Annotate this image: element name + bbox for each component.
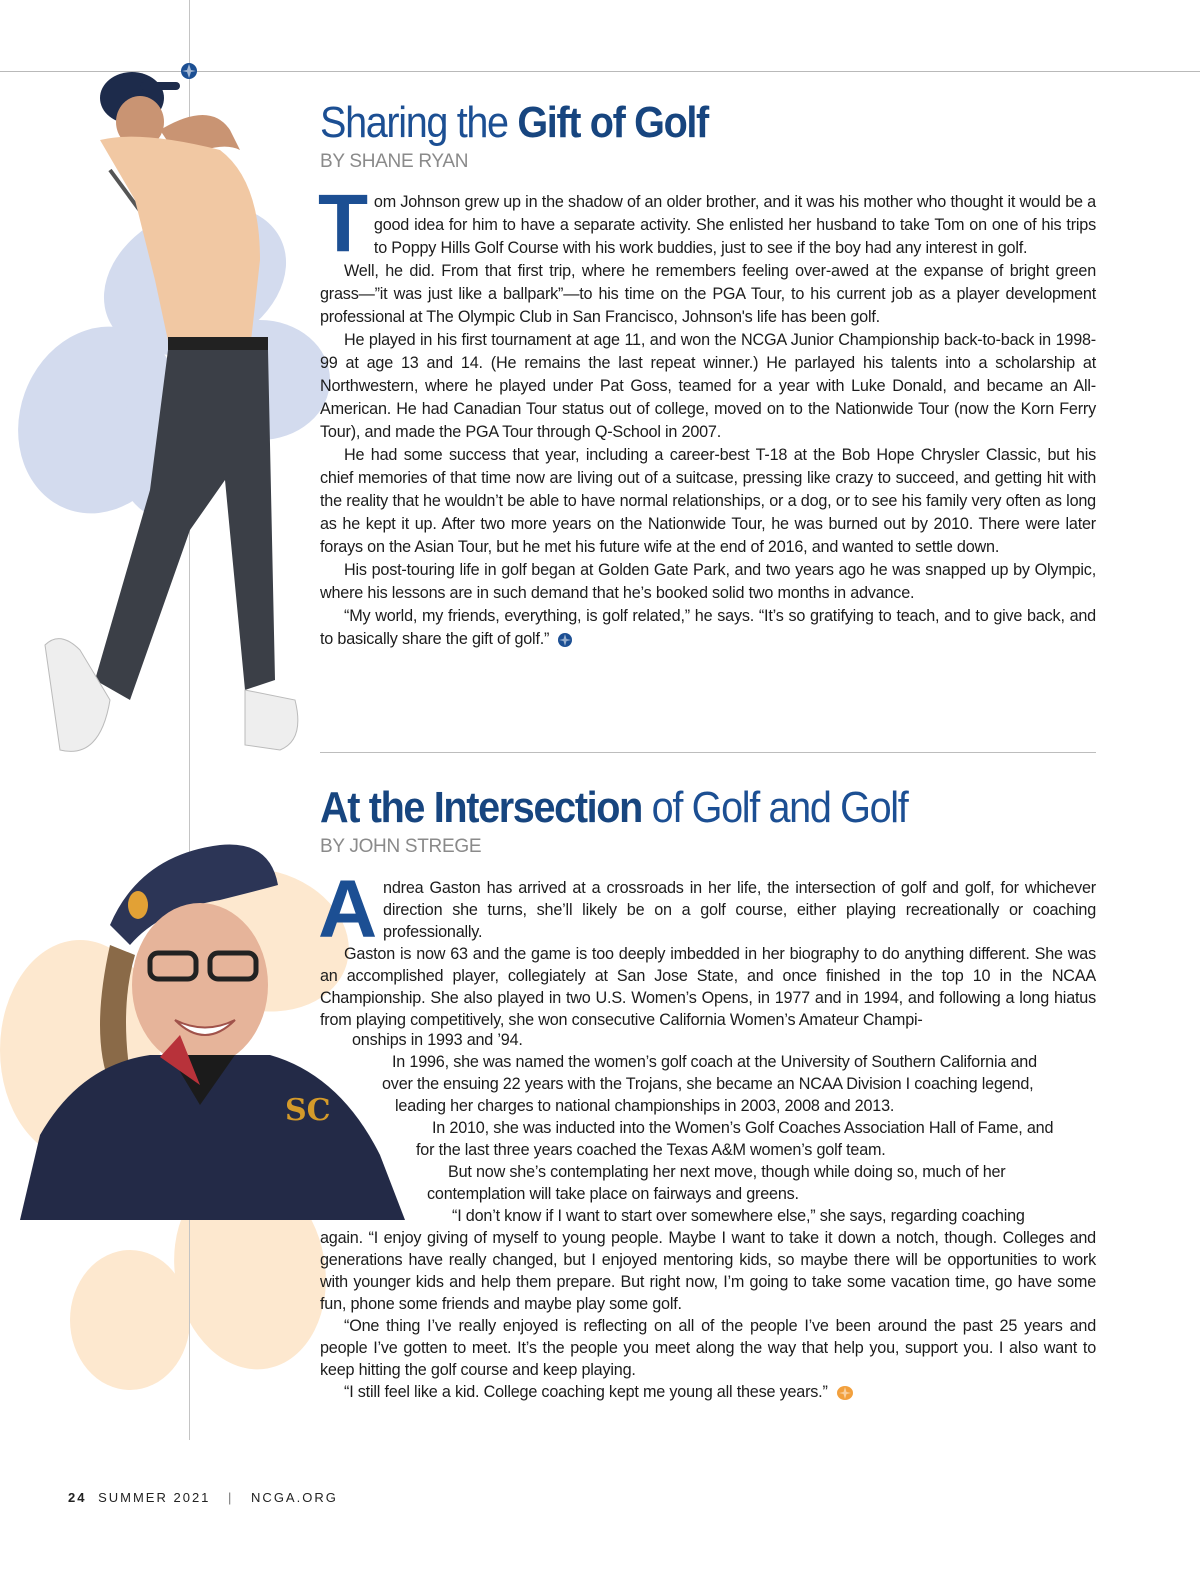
- issue-label: SUMMER 2021: [98, 1490, 211, 1505]
- article2-paragraph: “One thing I’ve really enjoyed is reflecting on all of the people I’ve been around the past 25 years and people I’ve gotten to meet. It’s the people you meet along the way that help you, support you. I also want to keep hitting the golf course and keep playing.: [320, 1317, 1096, 1379]
- article1-title: [320, 98, 708, 148]
- article1-paragraph: He had some success that year, including a career-best T-18 at the Bob Hope Chrysler Classic, but his chief memories of that time now are living out of a suitcase, pressing like crazy to succeed, and getting hit with the reality that he wouldn’t be able to have normal relationships, or a dog, or to see his family very often as long as he kept it up. After two more years on the Nationwide Tour, he was burned out by 2010. There were later forays on the Asian Tour, but he met his future wife at the end of 2016, and wanted to settle down.: [320, 446, 1096, 556]
- article2-line: onships in 1993 and ’94.: [352, 1031, 523, 1049]
- article1-first-paragraph: [318, 178, 1096, 269]
- article2-first-text: ndrea Gaston has arrived at a crossroads in her life, the intersection of golf and golf, for whichever direction she turns, she’ll likely be on a golf course, either playing recreationally or coaching professionally.: [383, 879, 1096, 941]
- article2-line: contemplation will take place on fairways and greens.: [427, 1185, 799, 1203]
- article2-line: But now she’s contemplating her next move, though while doing so, much of her: [448, 1163, 1006, 1181]
- footer-separator: |: [228, 1490, 234, 1505]
- article2-title-light: of Golf and Golf: [642, 783, 908, 832]
- article1-byline: BY SHANE RYAN: [320, 151, 469, 172]
- article1-paragraph: His post-touring life in golf began at Golden Gate Park, and two years ago he was snapped up by Olympic, where his lessons are in such demand that he’s booked solid two months in advance.: [320, 561, 1096, 602]
- article1-body: [318, 178, 1096, 651]
- article1-paragraph: Well, he did. From that first trip, where he remembers feeling over-awed at the expanse of bright green grass—”it was just like a ballpark”—to his time on the PGA Tour, to his current job as a player development professional at The Olympic Club in San Francisco, Johnson's life has been golf.: [320, 262, 1096, 326]
- article2-last-paragraph: [320, 1381, 1096, 1403]
- poppy-blue-icon: [557, 632, 573, 648]
- svg-text:SC: SC: [285, 1093, 331, 1128]
- golfer-swing-photo: [40, 60, 310, 760]
- article2-line: In 1996, she was named the women’s golf coach at the University of Southern California and: [392, 1053, 1037, 1071]
- article2-body-top: [318, 864, 1096, 1031]
- article1-first-text: om Johnson grew up in the shadow of an older brother, and it was his mother who thought it would be a good idea for him to have a separate activity. She enlisted her husband to take Tom on one of his trips to Poppy Hills Golf Course with his work buddies, just to see if the boy had any interest in golf.: [373, 193, 1096, 257]
- article2-byline: BY JOHN STREGE: [320, 836, 482, 857]
- article2-title-bold: At the Intersection: [320, 783, 643, 832]
- article2-body-bottom: [320, 1227, 1096, 1403]
- article2-line: for the last three years coached the Texas A&M women’s golf team.: [416, 1141, 886, 1159]
- article1-title-light: Sharing the: [320, 98, 518, 147]
- article2-first-paragraph: [318, 864, 1096, 955]
- article2-paragraph: again. “I enjoy giving of myself to young people. Maybe I want to take it down a notch, though. Colleges and generations have really changed, but I enjoyed mentoring kids, so maybe there will be opportunities to work with younger kids and help them prepare. But right now, I’m going to take some vacation time, go have some fun, phone some friends and maybe play some golf.: [320, 1229, 1096, 1313]
- article1-paragraph: He played in his first tournament at age 11, and won the NCGA Junior Championship back-to-back in 1998-99 at age 13 and 14. (He remains the last repeat winner.) He parlayed his talents into a scholarship at Northwestern, where he played under Pat Goss, teamed for a year with Luke Donald, and became an All-American. He had Canadian Tour status out of college, moved on to the Nationwide Tour (now the Korn Ferry Tour), and made the PGA Tour through Q-School in 2007.: [320, 331, 1096, 441]
- article1-last-paragraph: [320, 605, 1096, 651]
- article2-title: [320, 783, 907, 833]
- article1-dropcap: T: [318, 178, 368, 269]
- article2-line: “I don’t know if I want to start over somewhere else,” she says, regarding coaching: [452, 1207, 1025, 1225]
- section-divider: [320, 752, 1096, 753]
- article2-line: over the ensuing 22 years with the Trojans, she became an NCAA Division I coaching legend,: [382, 1075, 1034, 1093]
- page-number: 24: [68, 1490, 87, 1505]
- article2-dropcap: A: [318, 864, 378, 955]
- article2-line: leading her charges to national championships in 2003, 2008 and 2013.: [395, 1097, 895, 1115]
- page-footer: [68, 1490, 338, 1505]
- site-link[interactable]: NCGA.ORG: [251, 1490, 338, 1505]
- article2-last-text: “I still feel like a kid. College coaching kept me young all these years.”: [344, 1383, 828, 1401]
- article2-paragraph: Gaston is now 63 and the game is too deeply imbedded in her biography to do anything different. She was an accomplished player, collegiately at San Jose State, and once finished in the top 10 in the NCAA Championship. She also played in two U.S. Women’s Opens, in 1977 and in 1994, and following a long hiatus from playing competitively, she won consecutive California Women’s Amateur Champi-: [320, 945, 1096, 1029]
- article1-title-bold: Gift of Golf: [517, 98, 708, 147]
- article2-line: In 2010, she was inducted into the Women’s Golf Coaches Association Hall of Fame, and: [432, 1119, 1054, 1137]
- poppy-orange-icon: [836, 1385, 854, 1401]
- article1-last-text: “My world, my friends, everything, is golf related,” he says. “It’s so gratifying to teach, and to give back, and to basically share the gift of golf.”: [320, 607, 1096, 648]
